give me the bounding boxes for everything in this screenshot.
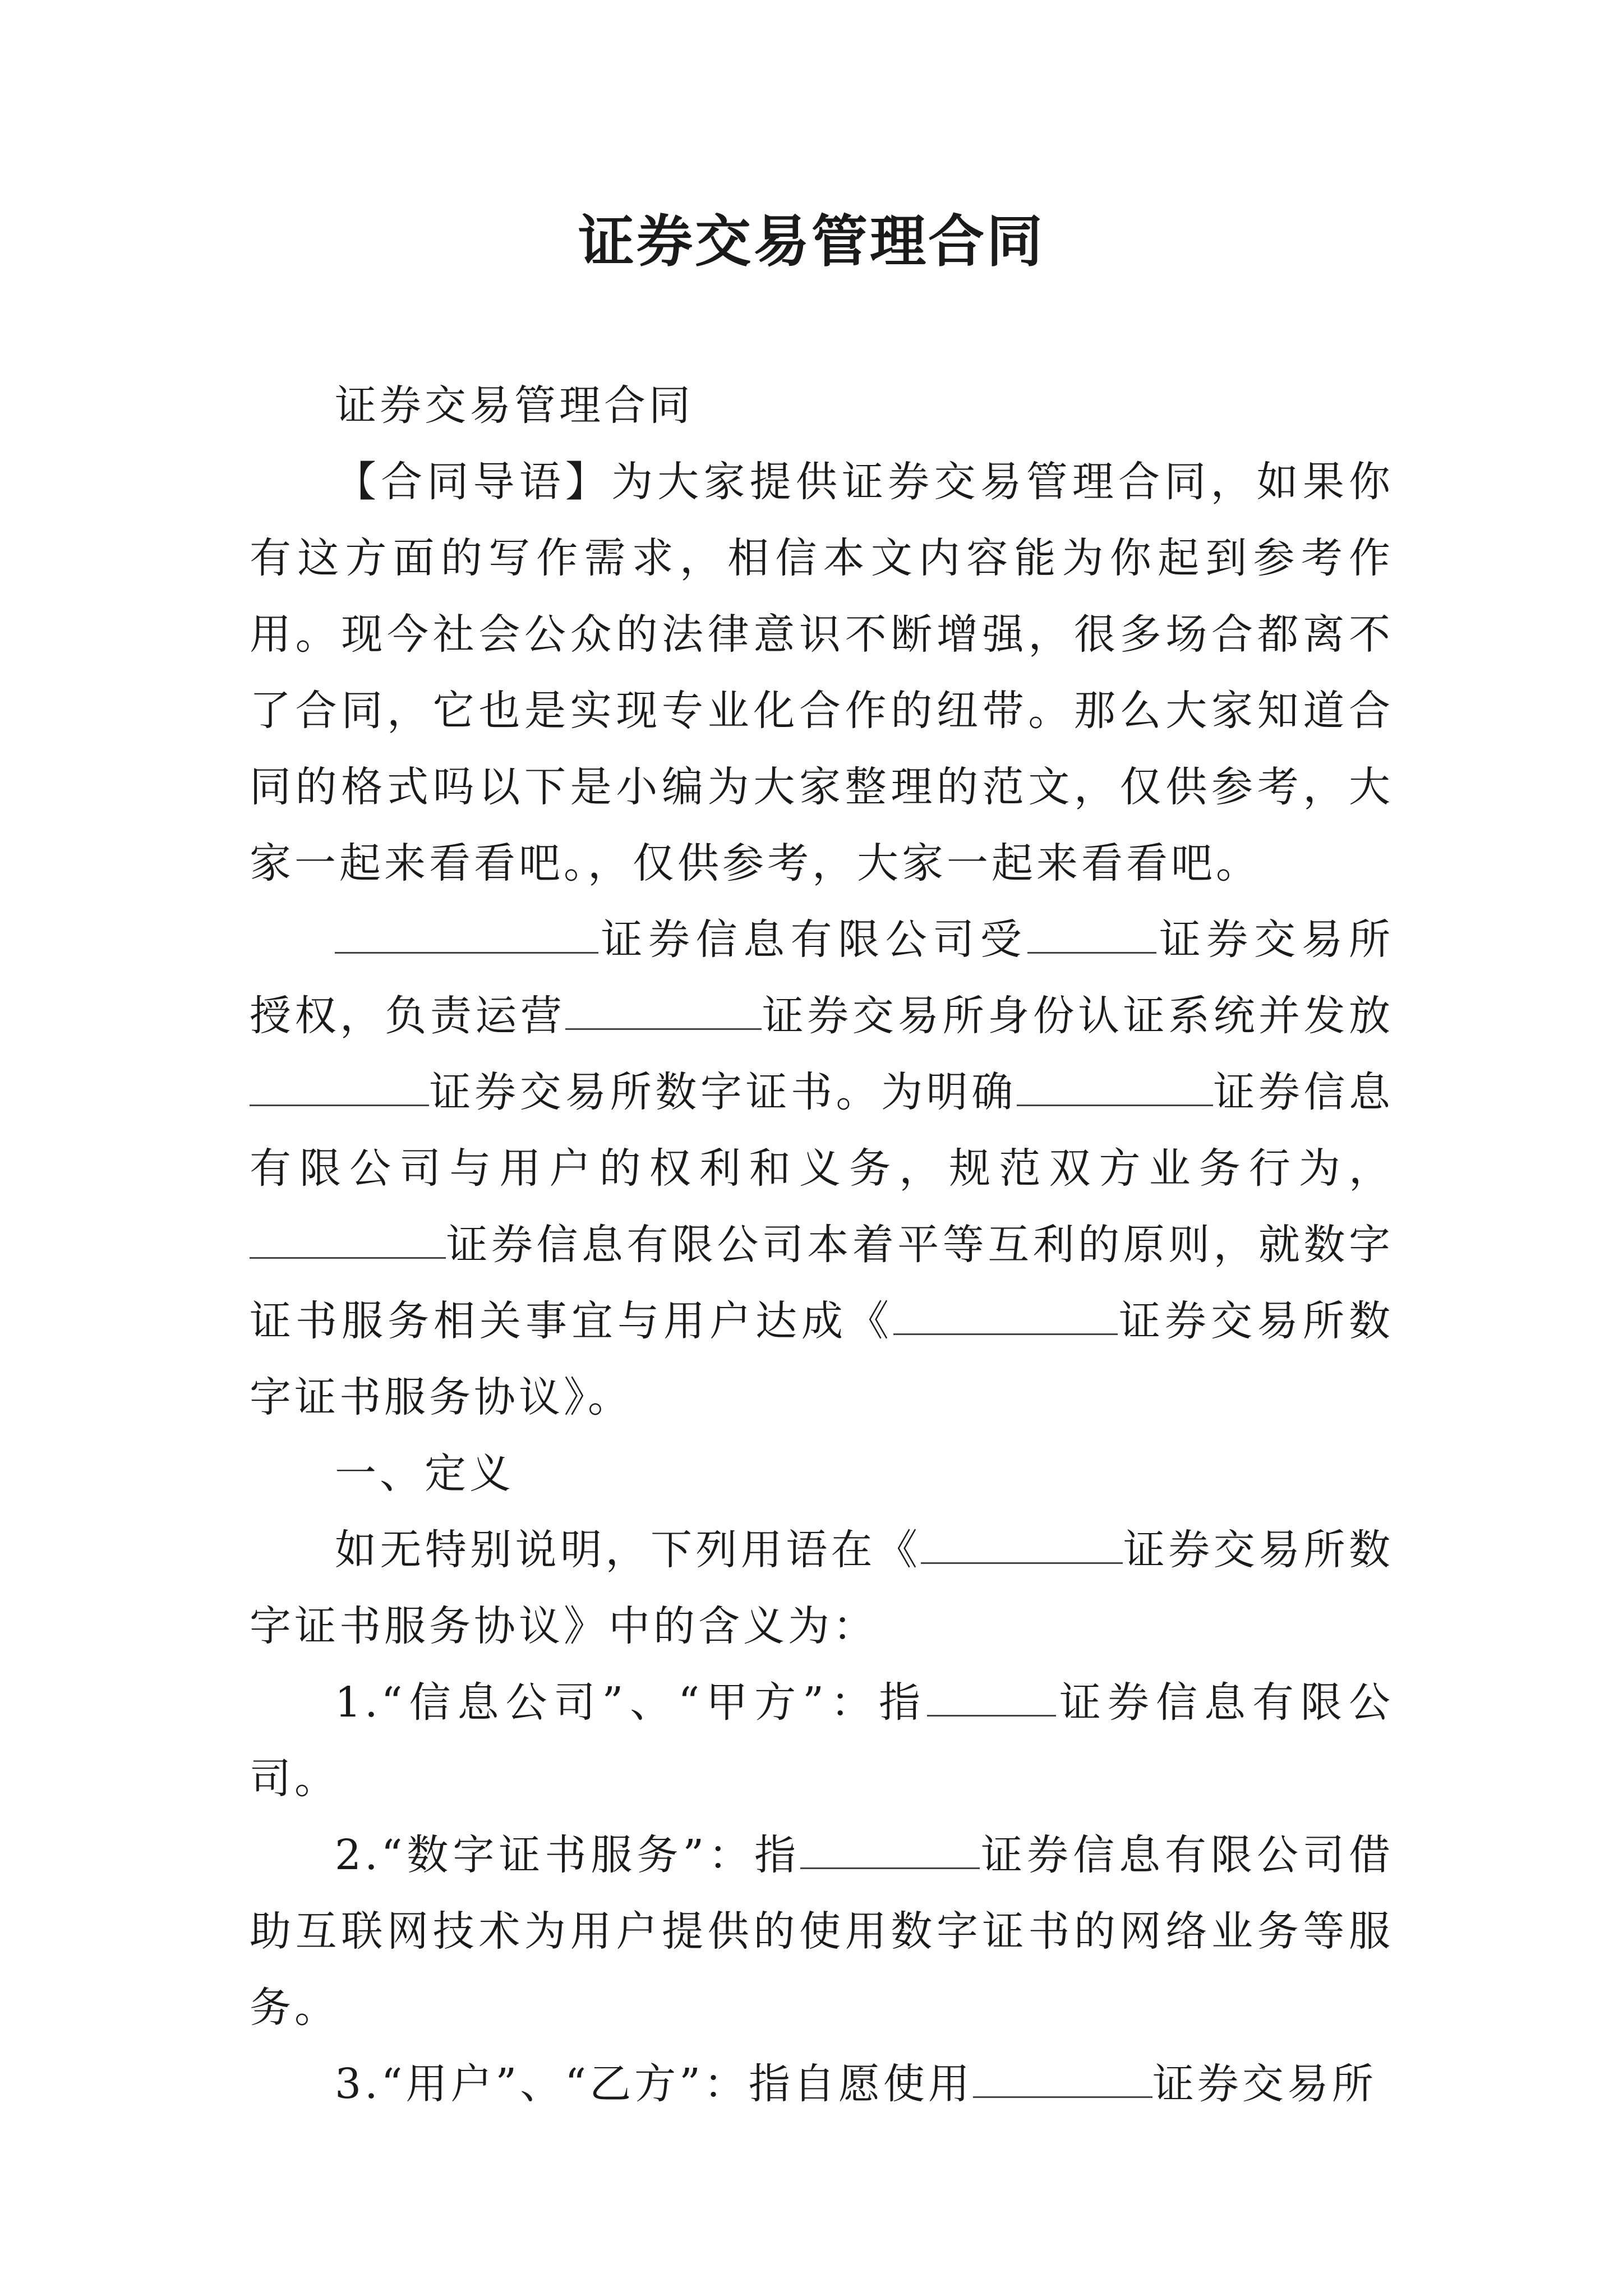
text-segment: 证券信息有限公司借助互联网技术为用户提供的使用数字证书的网络业务等服务。 [250, 1831, 1394, 2032]
definition-item-2 [250, 1817, 1394, 2046]
paragraph-definitions-intro [250, 1512, 1394, 1664]
definition-item-1 [250, 1664, 1394, 1817]
text-segment: 证券交易所授权，负责运营 [250, 915, 1394, 1040]
text-segment: 证券信息有限公司。 [250, 1678, 1394, 1803]
section-heading-definitions: 一、定义 [335, 1450, 514, 1498]
fill-blank [927, 1676, 1056, 1717]
text-segment: 2.“数字证书服务”：指 [335, 1831, 801, 1879]
text-segment: 3.“用户”、“乙方”：指自愿使用 [335, 2060, 973, 2108]
document-body [250, 367, 1394, 2122]
fill-blank [335, 913, 598, 954]
fill-blank [973, 2057, 1152, 2098]
paragraph-intro: 【合同导语】为大家提供证券交易管理合同，如果你有这方面的写作需求，相信本文内容能为你起到参考作用。现今社会公众的法律意识不断增强，很多场合都离不了合同，它也是实现专业化合作的纽带。那么大家知道合同的格式吗以下是小编为大家整理的范文，仅供参考，大家一起来看看吧。，仅供参考，大家一起来看看吧。 [250, 458, 1394, 887]
fill-blank [800, 1828, 980, 1869]
fill-blank [893, 1294, 1118, 1335]
fill-blank [250, 1065, 429, 1106]
document-title: 证券交易管理合同 [578, 208, 1045, 274]
paragraph-preamble [250, 901, 1394, 1435]
text-segment: 证券交易所数字证书。为明确 [429, 1068, 1017, 1116]
text-segment: 证券交易所数字证书服务协议》。 [250, 1297, 1394, 1421]
text-segment: 证券交易所 [1152, 2060, 1377, 2108]
fill-blank [921, 1523, 1123, 1564]
text-segment: 证券交易所身份认证系统并发放 [762, 992, 1394, 1040]
fill-blank [1027, 913, 1156, 954]
text-segment: 证券信息有限公司受 [598, 915, 1028, 964]
fill-blank [250, 1218, 446, 1259]
fill-blank [565, 989, 762, 1030]
definition-item-3 [250, 2046, 1394, 2122]
fill-blank [1017, 1065, 1213, 1106]
text-segment: 1.“信息公司”、“甲方”：指 [335, 1678, 927, 1727]
text-segment: 如无特别说明，下列用语在《 [335, 1526, 921, 1574]
text-segment: 证券交易所数字证书服务协议》中的含义为： [250, 1526, 1394, 1650]
text-segment: 证券信息有限公司本着平等互利的原则，就数字证书服务相关事宜与用户达成《 [250, 1221, 1394, 1345]
paragraph-heading: 证券交易管理合同 [335, 381, 694, 430]
text-segment: 证券信息有限公司与用户的权利和义务，规范双方业务行为， [250, 1068, 1394, 1193]
